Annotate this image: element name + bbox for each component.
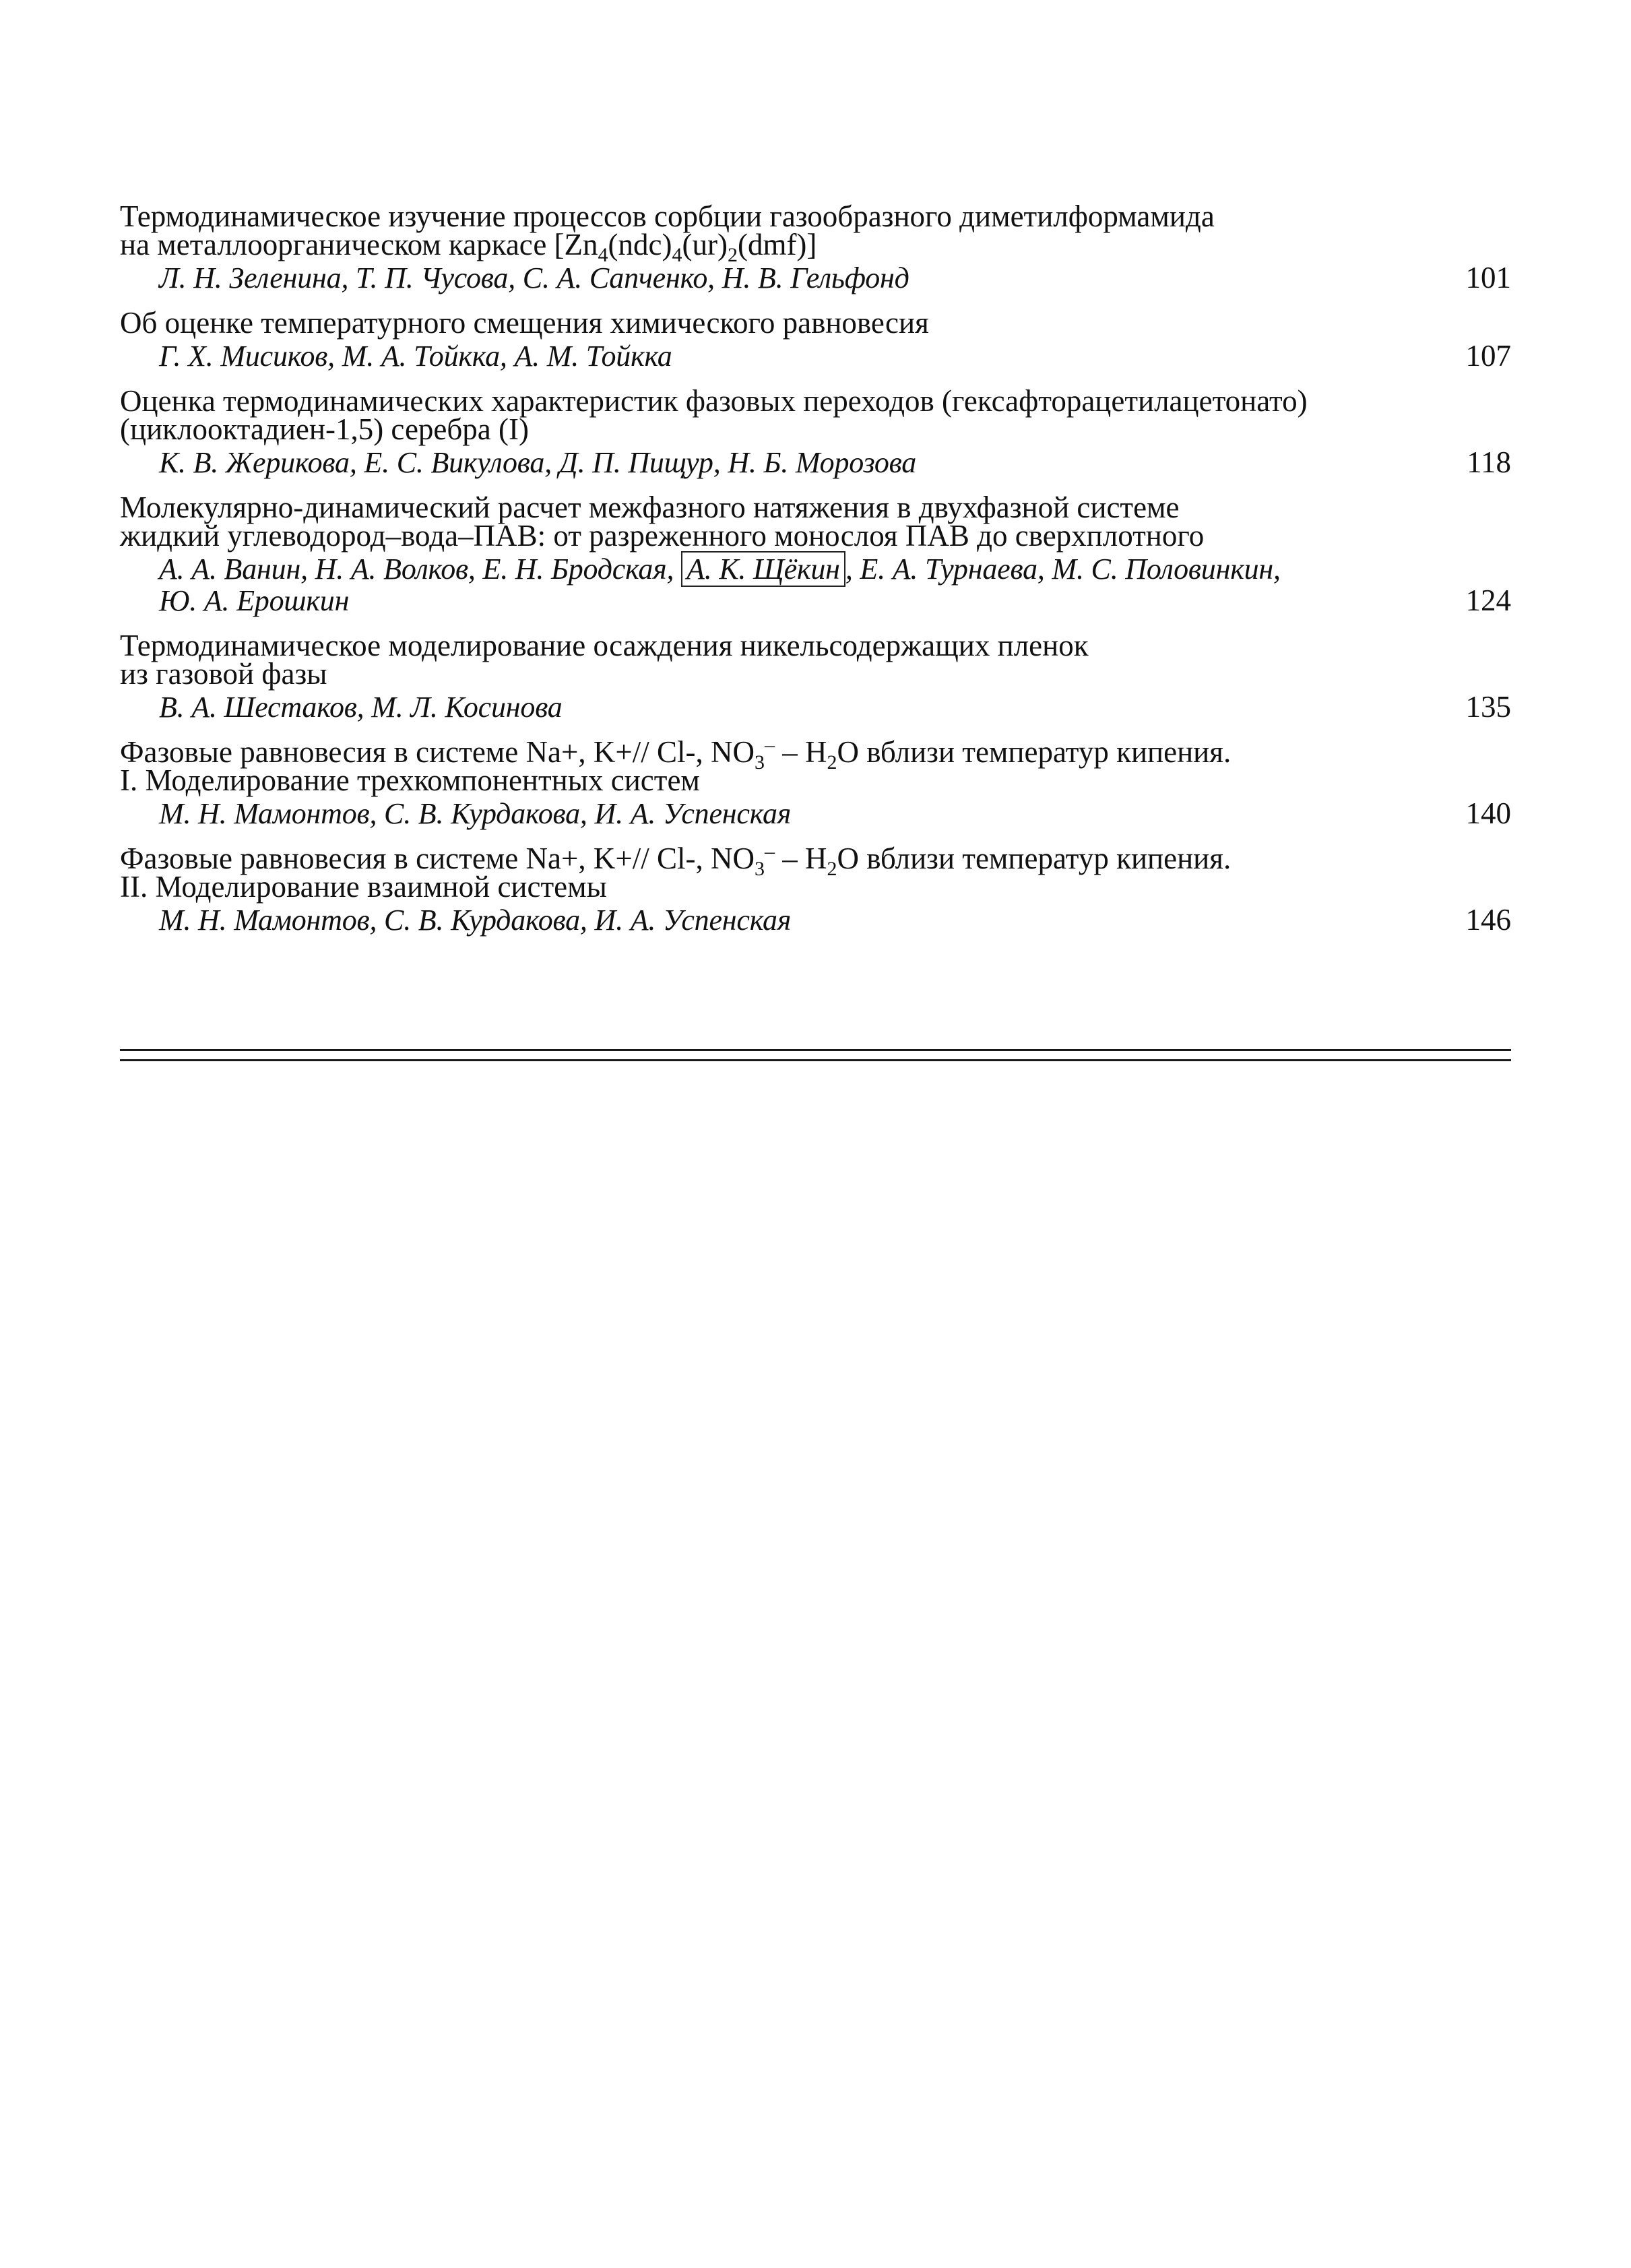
divider bbox=[120, 1059, 1511, 1061]
page-number[interactable]: 135 bbox=[1465, 690, 1511, 724]
superscript: – bbox=[764, 734, 775, 756]
title-line: (циклооктадиен-1,5) серебра (I) bbox=[120, 412, 529, 446]
title-line: I. Моделирование трехкомпонентных систем bbox=[120, 763, 700, 797]
title-line: Оценка термодинамических характеристик фазовых переходов (гексафторацетилацетонато) bbox=[120, 384, 1308, 418]
toc-entry[interactable] bbox=[120, 199, 1511, 294]
toc-entry[interactable] bbox=[120, 384, 1511, 479]
article-title bbox=[120, 629, 1511, 691]
title-line bbox=[120, 228, 1511, 266]
title-text: – H bbox=[774, 735, 827, 769]
title-text: O вблизи температур кипения. bbox=[837, 842, 1232, 875]
title-line: Термодинамическое моделирование осаждения никельсодержащих пленок bbox=[120, 629, 1089, 662]
toc-entry[interactable] bbox=[120, 306, 1511, 373]
title-text: (ur) bbox=[682, 228, 728, 261]
toc-entry[interactable] bbox=[120, 734, 1511, 830]
article-title bbox=[120, 306, 1511, 340]
title-text: – H bbox=[774, 842, 827, 875]
title-text: Фазовые равновесия в системе Na+, K+// Cl-, NO bbox=[120, 842, 755, 875]
article-authors: К. В. Жерикова, Е. С. Викулова, Д. П. Пищур, Н. Б. Морозова bbox=[159, 446, 917, 479]
article-title bbox=[120, 491, 1511, 553]
subscript: 2 bbox=[727, 244, 738, 266]
toc-entry[interactable] bbox=[120, 493, 1511, 617]
authors-row bbox=[120, 691, 1511, 723]
table-of-contents bbox=[120, 199, 1511, 951]
toc-entry[interactable] bbox=[120, 840, 1511, 937]
page-number[interactable]: 124 bbox=[1465, 584, 1511, 617]
subscript: 4 bbox=[598, 244, 608, 266]
authors-row bbox=[120, 447, 1511, 478]
article-authors: М. Н. Мамонтов, С. В. Курдакова, И. А. Успенская bbox=[159, 797, 792, 830]
title-line: Молекулярно-динамический расчет межфазного натяжения в двухфазной системе bbox=[120, 491, 1180, 524]
page-number[interactable]: 146 bbox=[1465, 903, 1511, 937]
subscript: 4 bbox=[672, 244, 682, 266]
title-text: (dmf)] bbox=[737, 228, 817, 261]
authors-text: , Е. А. Турнаева, М. С. Половинкин, bbox=[845, 553, 1281, 586]
article-title bbox=[120, 384, 1511, 446]
page-number[interactable]: 107 bbox=[1465, 339, 1511, 373]
article-title bbox=[120, 199, 1511, 266]
article-title bbox=[120, 840, 1511, 904]
article-title bbox=[120, 734, 1511, 797]
authors-row bbox=[120, 262, 1511, 294]
article-authors: В. А. Шестаков, М. Л. Косинова bbox=[159, 691, 563, 724]
title-line bbox=[120, 840, 1511, 880]
title-line bbox=[120, 734, 1511, 774]
authors-row bbox=[120, 553, 1511, 617]
article-authors bbox=[120, 553, 1511, 585]
page-number[interactable]: 118 bbox=[1467, 445, 1511, 479]
toc-entry[interactable] bbox=[120, 631, 1511, 723]
article-authors: М. Н. Мамонтов, С. В. Курдакова, И. А. Успенская bbox=[159, 904, 792, 937]
authors-row bbox=[120, 340, 1511, 372]
subscript: 2 bbox=[827, 751, 837, 774]
title-line: жидкий углеводород–вода–ПАВ: от разреженного монослоя ПАВ до сверхплотного bbox=[120, 519, 1205, 553]
article-authors: Л. Н. Зеленина, Т. П. Чусова, С. А. Сапченко, Н. В. Гельфонд bbox=[159, 261, 909, 294]
subscript: 3 bbox=[754, 751, 765, 774]
boxed-author: А. К. Щёкин bbox=[681, 551, 845, 587]
subscript: 3 bbox=[754, 858, 765, 880]
page-number[interactable]: 101 bbox=[1465, 261, 1511, 294]
title-text: O вблизи температур кипения. bbox=[837, 735, 1232, 769]
divider bbox=[120, 1049, 1511, 1051]
title-text: Фазовые равновесия в системе Na+, K+// Cl-, NO bbox=[120, 735, 755, 769]
title-text: (ndc) bbox=[608, 228, 672, 261]
title-line: II. Моделирование взаимной системы bbox=[120, 870, 607, 904]
subscript: 2 bbox=[827, 858, 837, 880]
title-line: Термодинамическое изучение процессов сорбции газообразного диметилформамида bbox=[120, 199, 1215, 233]
article-authors-line2: Ю. А. Ерошкин bbox=[159, 584, 350, 617]
page-number[interactable]: 140 bbox=[1465, 796, 1511, 830]
authors-row bbox=[120, 798, 1511, 829]
title-line: из газовой фазы bbox=[120, 657, 327, 691]
article-authors: Г. Х. Мисиков, М. А. Тойкка, А. М. Тойкка bbox=[159, 340, 672, 373]
closing-double-rule bbox=[120, 1049, 1511, 1061]
title-text: на металлоорганическом каркасе [Zn bbox=[120, 228, 598, 261]
authors-text: А. А. Ванин, Н. А. Волков, Е. Н. Бродская, bbox=[159, 553, 674, 586]
superscript: – bbox=[764, 840, 775, 862]
title-line: Об оценке температурного смещения химического равновесия bbox=[120, 306, 929, 340]
authors-row bbox=[120, 904, 1511, 936]
